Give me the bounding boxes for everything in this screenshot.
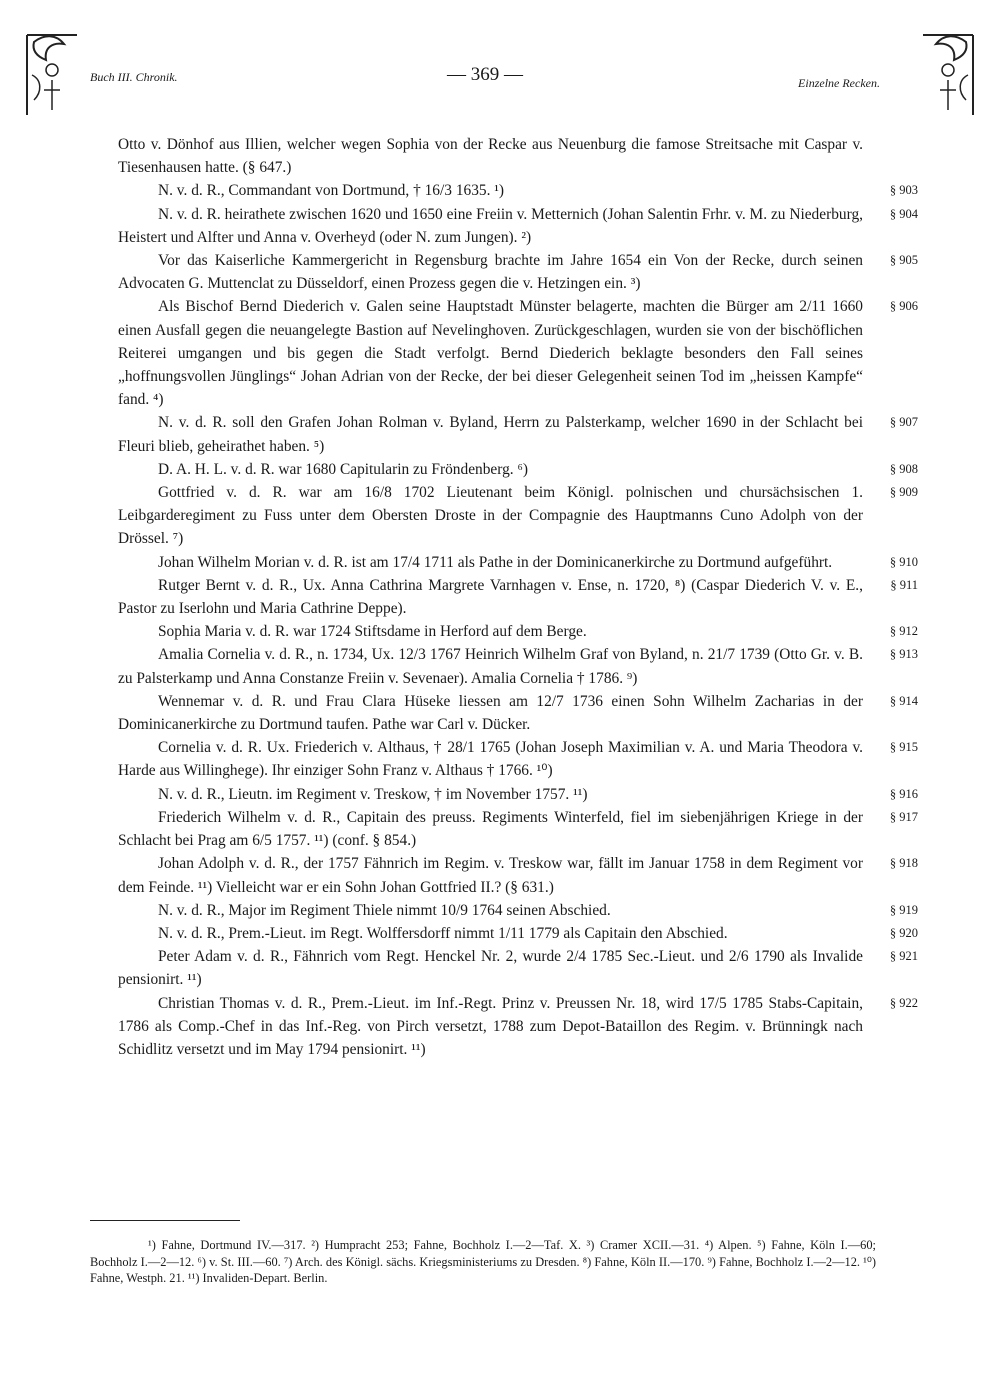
- paragraph-text: Otto v. Dönhof aus Illien, welcher wegen Sophia von der Recke aus Neuenburg die famose Streitsache mit Caspar v. Tiesenhausen hatte. (§ 647.): [118, 136, 863, 177]
- section-number: § 921: [889, 949, 918, 964]
- corner-ornament-right: [918, 30, 978, 120]
- paragraph-text: Vor das Kaiserliche Kammergericht in Regensburg brachte im Jahre 1654 ein Von der Recke, durch seinen Advocaten G. Muttenclat zu Düsseldorf, einen Prozess gegen die v. Hetzingen ein. ³): [118, 252, 863, 293]
- paragraph: [118, 574, 918, 620]
- paragraph-text: Cornelia v. d. R. Ux. Friederich v. Althaus, † 28/1 1765 (Johan Joseph Maximilian v. A. und Maria Theodora v. Harde aus Willinghege). Ihr einziger Sohn Franz v. Althaus † 1766. ¹⁰): [118, 739, 863, 780]
- header-section-title: Einzelne Recken.: [798, 76, 880, 90]
- corner-ornament-left: [22, 30, 82, 120]
- paragraph-text: N. v. d. R. heirathete zwischen 1620 und 1650 eine Freiin v. Metternich (Johan Salentin Frhr. v. M. zu Niederburg, Heistert und Alfter und Anna v. Overheyd (oder N. zum Jungen). ²): [118, 205, 863, 246]
- page-number: — 369 —: [447, 64, 523, 85]
- section-number: § 913: [889, 647, 918, 662]
- paragraph: [118, 133, 918, 179]
- header-book-title: Buch III. Chronik.: [90, 70, 178, 84]
- paragraph: [118, 295, 918, 411]
- section-number: § 903: [889, 183, 918, 198]
- paragraph: [118, 249, 918, 295]
- section-number: § 918: [889, 856, 918, 871]
- paragraph-text: Wennemar v. d. R. und Frau Clara Hüseke liessen am 12/7 1736 einen Sohn Wilhelm Zacharias in der Dominicanerkirche zu Dortmund taufen. Pathe war Carl v. Dücker.: [118, 692, 863, 734]
- paragraph-text: Johan Wilhelm Morian v. d. R. ist am 17/4 1711 als Pathe in der Dominicanerkirche zu Dortmund aufgeführt.: [158, 553, 833, 571]
- section-number: § 915: [889, 740, 918, 755]
- paragraph: [118, 690, 918, 736]
- paragraph: [118, 411, 918, 457]
- paragraph: [118, 643, 918, 689]
- paragraph-text: N. v. d. R., Lieutn. im Regiment v. Treskow, † im November 1757. ¹¹): [158, 785, 588, 803]
- paragraph: [118, 945, 918, 991]
- paragraph-text: Sophia Maria v. d. R. war 1724 Stiftsdame in Herford auf dem Berge.: [158, 623, 587, 641]
- paragraph-text: Christian Thomas v. d. R., Prem.-Lieut. im Inf.-Regt. Prinz v. Preussen Nr. 18, wird 17/5 1785 Stabs-Capitain, 1786 als Comp.-Chef in das Inf.-Reg. von Pirch versetzt, 1788 zum Depot-Bataillon des Regim. v. Brünningk nach Schidlitz versetzt und im May 1794 pensionirt. ¹¹): [118, 994, 863, 1058]
- paragraph: [118, 458, 918, 481]
- section-number: § 910: [889, 554, 918, 569]
- section-number: § 911: [890, 577, 918, 592]
- paragraph-text: Als Bischof Bernd Diederich v. Galen seine Hauptstadt Münster belagerte, machten die Bürger am 2/11 1660 einen Ausfall gegen die neuangelegte Bastion auf Nevelinghoven. Zurückgeschlagen, wurden sie von der bischöflichen Reiterei umgangen und bis gegen die Stadt verfolgt. Bernd Diederich beklagte besonders den Fall seines „hoffnungsvollen Jünglings“ Johan Adrian von der Recke, der bei dieser Gelegenheit seinen Tod im „heissen Kampfe“ fand. ⁴): [118, 298, 863, 409]
- section-number: § 912: [889, 624, 918, 639]
- ornament-icon: [22, 30, 82, 120]
- paragraph: [118, 783, 918, 806]
- paragraph-text: N. v. d. R., Prem.-Lieut. im Regt. Wolffersdorff nimmt 1/11 1779 als Capitain den Abschied.: [158, 924, 728, 942]
- paragraph: [118, 806, 918, 852]
- paragraph-text: Amalia Cornelia v. d. R., n. 1734, Ux. 12/3 1767 Heinrich Wilhelm Graf von Byland, n. 21/7 1739 (Otto Gr. v. B. zu Palsterkamp und Anna Constanze Freiin v. Sevenaer). Amalia Cornelia † 1786. ⁹): [118, 646, 863, 687]
- paragraph: [118, 179, 918, 202]
- footnotes: [90, 1237, 876, 1287]
- section-number: § 920: [889, 925, 918, 940]
- section-number: § 919: [889, 902, 918, 917]
- section-number: § 905: [889, 253, 918, 268]
- section-number: § 907: [889, 415, 918, 430]
- main-text: [118, 133, 918, 1061]
- paragraph-text: N. v. d. R. soll den Grafen Johan Rolman v. Byland, Herrn zu Palsterkamp, welcher 1690 in der Schlacht bei Fleuri blieb, geheirathet haben. ⁵): [118, 414, 863, 455]
- paragraph: [118, 620, 918, 643]
- paragraph-text: Peter Adam v. d. R., Fähnrich vom Regt. Henckel Nr. 2, wurde 2/4 1785 Sec.-Lieut. und 2/6 1790 als Invalide pensionirt. ¹¹): [118, 948, 863, 989]
- section-number: § 917: [889, 809, 918, 824]
- paragraph: [118, 551, 918, 574]
- paragraph-text: Johan Adolph v. d. R., der 1757 Fähnrich im Regim. v. Treskow war, fällt im Januar 1758 in dem Regiment vor dem Feinde. ¹¹) Vielleicht war er ein Sohn Johan Gottfried II.? (§ 631.): [118, 855, 863, 896]
- section-number: § 922: [889, 995, 918, 1010]
- ornament-icon: [918, 30, 978, 120]
- footnote: ¹) Fahne, Dortmund IV.—317. ²) Humpracht 253; Fahne, Bochholz I.—2—Taf. X. ³) Cramer XCII.—31. ⁴) Alpen. ⁵) Fahne, Köln I.—60; Bochholz I.—2—12. ⁶) v. St. III.—60. ⁷) Arch. des Königl. sächs. Kriegsministeriums zu Dresden. ⁸) Fahne, Köln II.—170. ⁹) Fahne, Bochholz I.—2—12. ¹⁰) Fahne, Westph. 21. ¹¹) Invaliden-Depart. Berlin.: [90, 1238, 876, 1285]
- paragraph: [118, 899, 918, 922]
- paragraph: [118, 922, 918, 945]
- section-number: § 914: [889, 693, 918, 708]
- footnote-divider: [90, 1220, 240, 1221]
- paragraph-text: N. v. d. R., Commandant von Dortmund, † 16/3 1635. ¹): [158, 182, 505, 200]
- paragraph: [118, 852, 918, 898]
- section-number: § 908: [889, 461, 918, 476]
- paragraph: [118, 736, 918, 782]
- page-header: [90, 64, 880, 88]
- paragraph: [118, 992, 918, 1062]
- section-number: § 909: [889, 485, 918, 500]
- paragraph-text: Rutger Bernt v. d. R., Ux. Anna Cathrina Margrete Varnhagen v. Ense, n. 1720, ⁸) (Caspar Diederich V. v. E., Pastor zu Iserlohn und Maria Cathrine Deppe).: [118, 576, 863, 618]
- section-number: § 916: [889, 786, 918, 801]
- paragraph: [118, 481, 918, 551]
- paragraph-text: Friederich Wilhelm v. d. R., Capitain des preuss. Regiments Winterfeld, fiel im siebenjährigen Kriege in der Schlacht bei Prag am 6/5 1757. ¹¹) (conf. § 854.): [118, 808, 863, 850]
- paragraph: [118, 203, 918, 249]
- paragraph-text: D. A. H. L. v. d. R. war 1680 Capitularin zu Fröndenberg. ⁶): [158, 460, 528, 478]
- section-number: § 906: [889, 299, 918, 314]
- section-number: § 904: [889, 206, 918, 221]
- paragraph-text: Gottfried v. d. R. war am 16/8 1702 Lieutenant beim Königl. polnischen und chursächsischen 1. Leibgarderegiment zu Fuss unter dem Obersten Droste in der Compagnie des Hauptmanns Cuno Adolph von der Drössel. ⁷): [118, 484, 863, 548]
- paragraph-text: N. v. d. R., Major im Regiment Thiele nimmt 10/9 1764 seinen Abschied.: [158, 901, 611, 919]
